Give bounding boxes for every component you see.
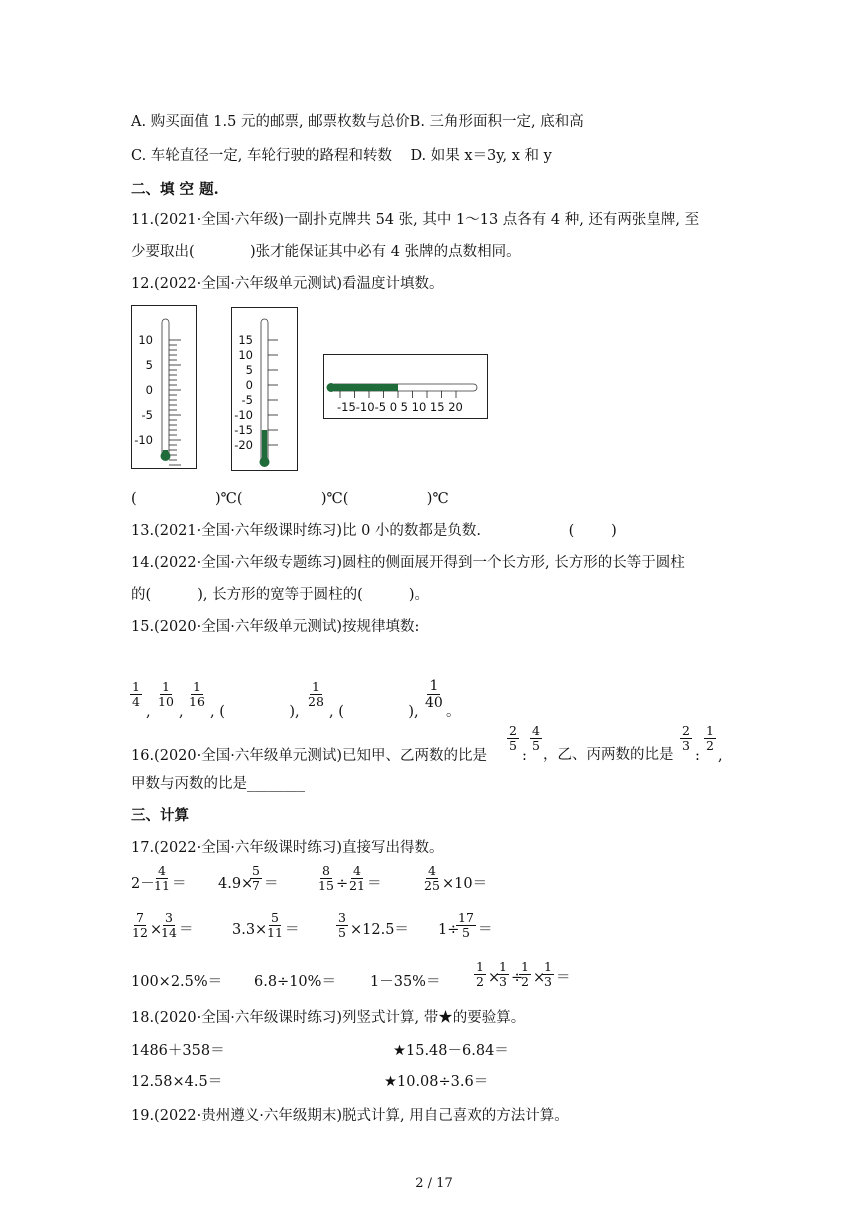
thermometer-tick-label: -5: [141, 408, 153, 422]
q17-r1-a-frac: $\frac{4}{11}$: [154, 863, 170, 893]
question-19: 19.(2022·贵州遵义·六年级期末)脱式计算, 用自己喜欢的方法计算。: [131, 1108, 569, 1124]
question-17: 17.(2022·全国·六年级课时练习)直接写出得数。: [131, 840, 444, 856]
q17-r3-d-op1: ×: [488, 970, 501, 986]
q17-r3-d-frac4: $\frac{1}{3}$: [544, 959, 552, 989]
question-12-answer-blanks: ( )℃( )℃( )℃: [131, 491, 449, 507]
question-12: 12.(2022·全国·六年级单元测试)看温度计填数。: [131, 276, 444, 292]
q17-r2-c-post: ×12.5＝: [350, 922, 409, 938]
q17-r2-a-frac2: $\frac{3}{14}$: [161, 910, 177, 940]
question-11-line1: 11.(2021·全国·六年级)一副扑克牌共 54 张, 其中 1～13 点各有 4 种, 还有两张皇牌, 至: [131, 212, 700, 228]
q15-fraction-1: $\frac{1}{4}$: [132, 679, 140, 709]
q15-fraction-5: $\frac{1}{40}$: [425, 678, 443, 711]
thermometer-tick-label: 0: [245, 378, 253, 392]
q17-r3-d-frac2: $\frac{1}{3}$: [499, 959, 507, 989]
thermometer-tick-label: -10: [234, 408, 253, 422]
q17-r2-c-frac: $\frac{3}{5}$: [338, 910, 346, 940]
thermometer-2: [231, 307, 298, 471]
q17-r1-c-frac2: $\frac{4}{21}$: [349, 863, 365, 893]
q17-r2-b-pre: 3.3×: [232, 922, 268, 938]
page-number: 2 / 17: [415, 1176, 453, 1191]
thermometer-3-scale: -15-10-5 0 5 10 15 20: [337, 400, 463, 414]
thermometer-tick-label: 15: [238, 333, 253, 347]
q17-r3-d-op2: ÷: [511, 970, 524, 986]
q17-r2-a-op: ×: [150, 922, 163, 938]
question-15: 15.(2020·全国·六年级单元测试)按规律填数:: [131, 619, 420, 635]
q17-r1-c-eq: ＝: [367, 876, 382, 892]
q17-r1-d-post: ×10＝: [442, 876, 488, 892]
q17-r2-d-eq: ＝: [478, 922, 493, 938]
q18-item-b: ★15.48－6.84＝: [393, 1043, 509, 1059]
thermometer-bulb: [260, 457, 270, 467]
q17-r3-d-eq: ＝: [556, 970, 571, 986]
thermometer-tick-label: -20: [234, 438, 253, 452]
q15-fraction-3: $\frac{1}{16}$: [189, 679, 205, 709]
q17-r3-d-frac1: $\frac{1}{2}$: [476, 959, 484, 989]
thermometer-tick-label: -5: [241, 393, 253, 407]
q15-fraction-2: $\frac{1}{10}$: [158, 679, 174, 709]
thermometer-tick-label: -10: [134, 433, 153, 447]
q17-r2-a-eq: ＝: [179, 922, 194, 938]
q16-fraction-1: $\frac{2}{5}$: [509, 723, 517, 753]
q16-fraction-2: $\frac{4}{5}$: [532, 723, 540, 753]
q18-item-c: 12.58×4.5＝: [131, 1074, 223, 1090]
q16-comma: ,: [718, 748, 723, 764]
q17-r2-b-eq: ＝: [285, 922, 300, 938]
q17-r1-c-frac1: $\frac{8}{15}$: [318, 863, 334, 893]
thermometer-tick-label: 5: [145, 358, 153, 372]
q15-fraction-4: $\frac{1}{28}$: [308, 679, 324, 709]
q15-sep-3: , ( ),: [210, 704, 300, 720]
option-a-b: A. 购买面值 1.5 元的邮票, 邮票枚数与总价B. 三角形面积一定, 底和高: [131, 114, 584, 130]
q17-r1-b-frac: $\frac{5}{7}$: [252, 863, 260, 893]
q17-r3-b: 6.8÷10%＝: [254, 974, 336, 990]
thermometer-tick-label: 5: [245, 363, 253, 377]
q16-fraction-3: $\frac{2}{3}$: [682, 723, 690, 753]
question-16-part1: 16.(2020·全国·六年级单元测试)已知甲、乙两数的比是: [131, 748, 487, 764]
q17-r3-a: 100×2.5%＝: [131, 974, 223, 990]
q17-r2-b-frac: $\frac{5}{11}$: [267, 910, 283, 940]
question-11-line2: 少要取出( )张才能保证其中必有 4 张牌的点数相同。: [131, 244, 521, 260]
question-14-line2: 的( ), 长方形的宽等于圆柱的( )。: [131, 587, 430, 603]
q17-r3-d-op3: ×: [533, 970, 546, 986]
section-title-calculation: 三、计算: [131, 807, 189, 824]
thermometer-tube: [162, 319, 169, 456]
q18-item-a: 1486＋358＝: [131, 1043, 225, 1059]
thermometer-tick-label: 0: [145, 383, 153, 397]
q17-r1-a-pre: 2－: [131, 876, 155, 892]
q15-end: 。: [446, 704, 461, 720]
q17-r1-c-op: ÷: [336, 876, 349, 892]
q17-r2-d-frac: $\frac{17}{5}$: [458, 910, 474, 940]
q16-fraction-4: $\frac{1}{2}$: [706, 723, 714, 753]
thermometer-tick-label: 10: [138, 333, 153, 347]
q16-colon-1: :: [522, 748, 527, 764]
q17-r2-a-frac1: $\frac{7}{12}$: [132, 910, 148, 940]
thermometer-1: [131, 305, 197, 469]
section-title-fill-blank: 二、填 空 题.: [131, 181, 219, 198]
q17-r2-d-pre: 1÷: [438, 922, 460, 938]
q15-sep-4: , ( ),: [329, 704, 419, 720]
question-16-part3: 甲数与丙数的比是________: [131, 776, 305, 792]
question-18: 18.(2020·全国·六年级课时练习)列竖式计算, 带★的要验算。: [131, 1010, 526, 1026]
q18-item-d: ★10.08÷3.6＝: [384, 1074, 489, 1090]
thermometer-bulb: [161, 451, 171, 461]
question-16-part2: ，乙、丙两数的比是: [543, 747, 674, 763]
question-13: 13.(2021·全国·六年级课时练习)比 0 小的数都是负数. ( ): [131, 523, 617, 539]
q17-r1-b-pre: 4.9×: [218, 876, 254, 892]
q17-r1-b-eq: ＝: [264, 876, 279, 892]
q15-sep-1: ,: [146, 704, 151, 720]
thermometer-3: [323, 354, 488, 419]
q16-colon-2: :: [695, 748, 700, 764]
q15-sep-2: ,: [179, 704, 184, 720]
thermometer-tick-label: 10: [238, 348, 253, 362]
question-14-line1: 14.(2022·全国·六年级专题练习)圆柱的侧面展开得到一个长方形, 长方形的长等于圆柱: [131, 555, 685, 571]
q17-r3-d-frac3: $\frac{1}{2}$: [521, 959, 529, 989]
option-c-d: C. 车轮直径一定, 车轮行驶的路程和转数 D. 如果 x＝3y, x 和 y: [131, 148, 552, 164]
q17-r3-c: 1－35%＝: [370, 974, 441, 990]
q17-r1-d-frac: $\frac{4}{25}$: [424, 863, 440, 893]
q17-r1-a-eq: ＝: [172, 876, 187, 892]
thermometer-tick-label: -15: [234, 423, 253, 437]
